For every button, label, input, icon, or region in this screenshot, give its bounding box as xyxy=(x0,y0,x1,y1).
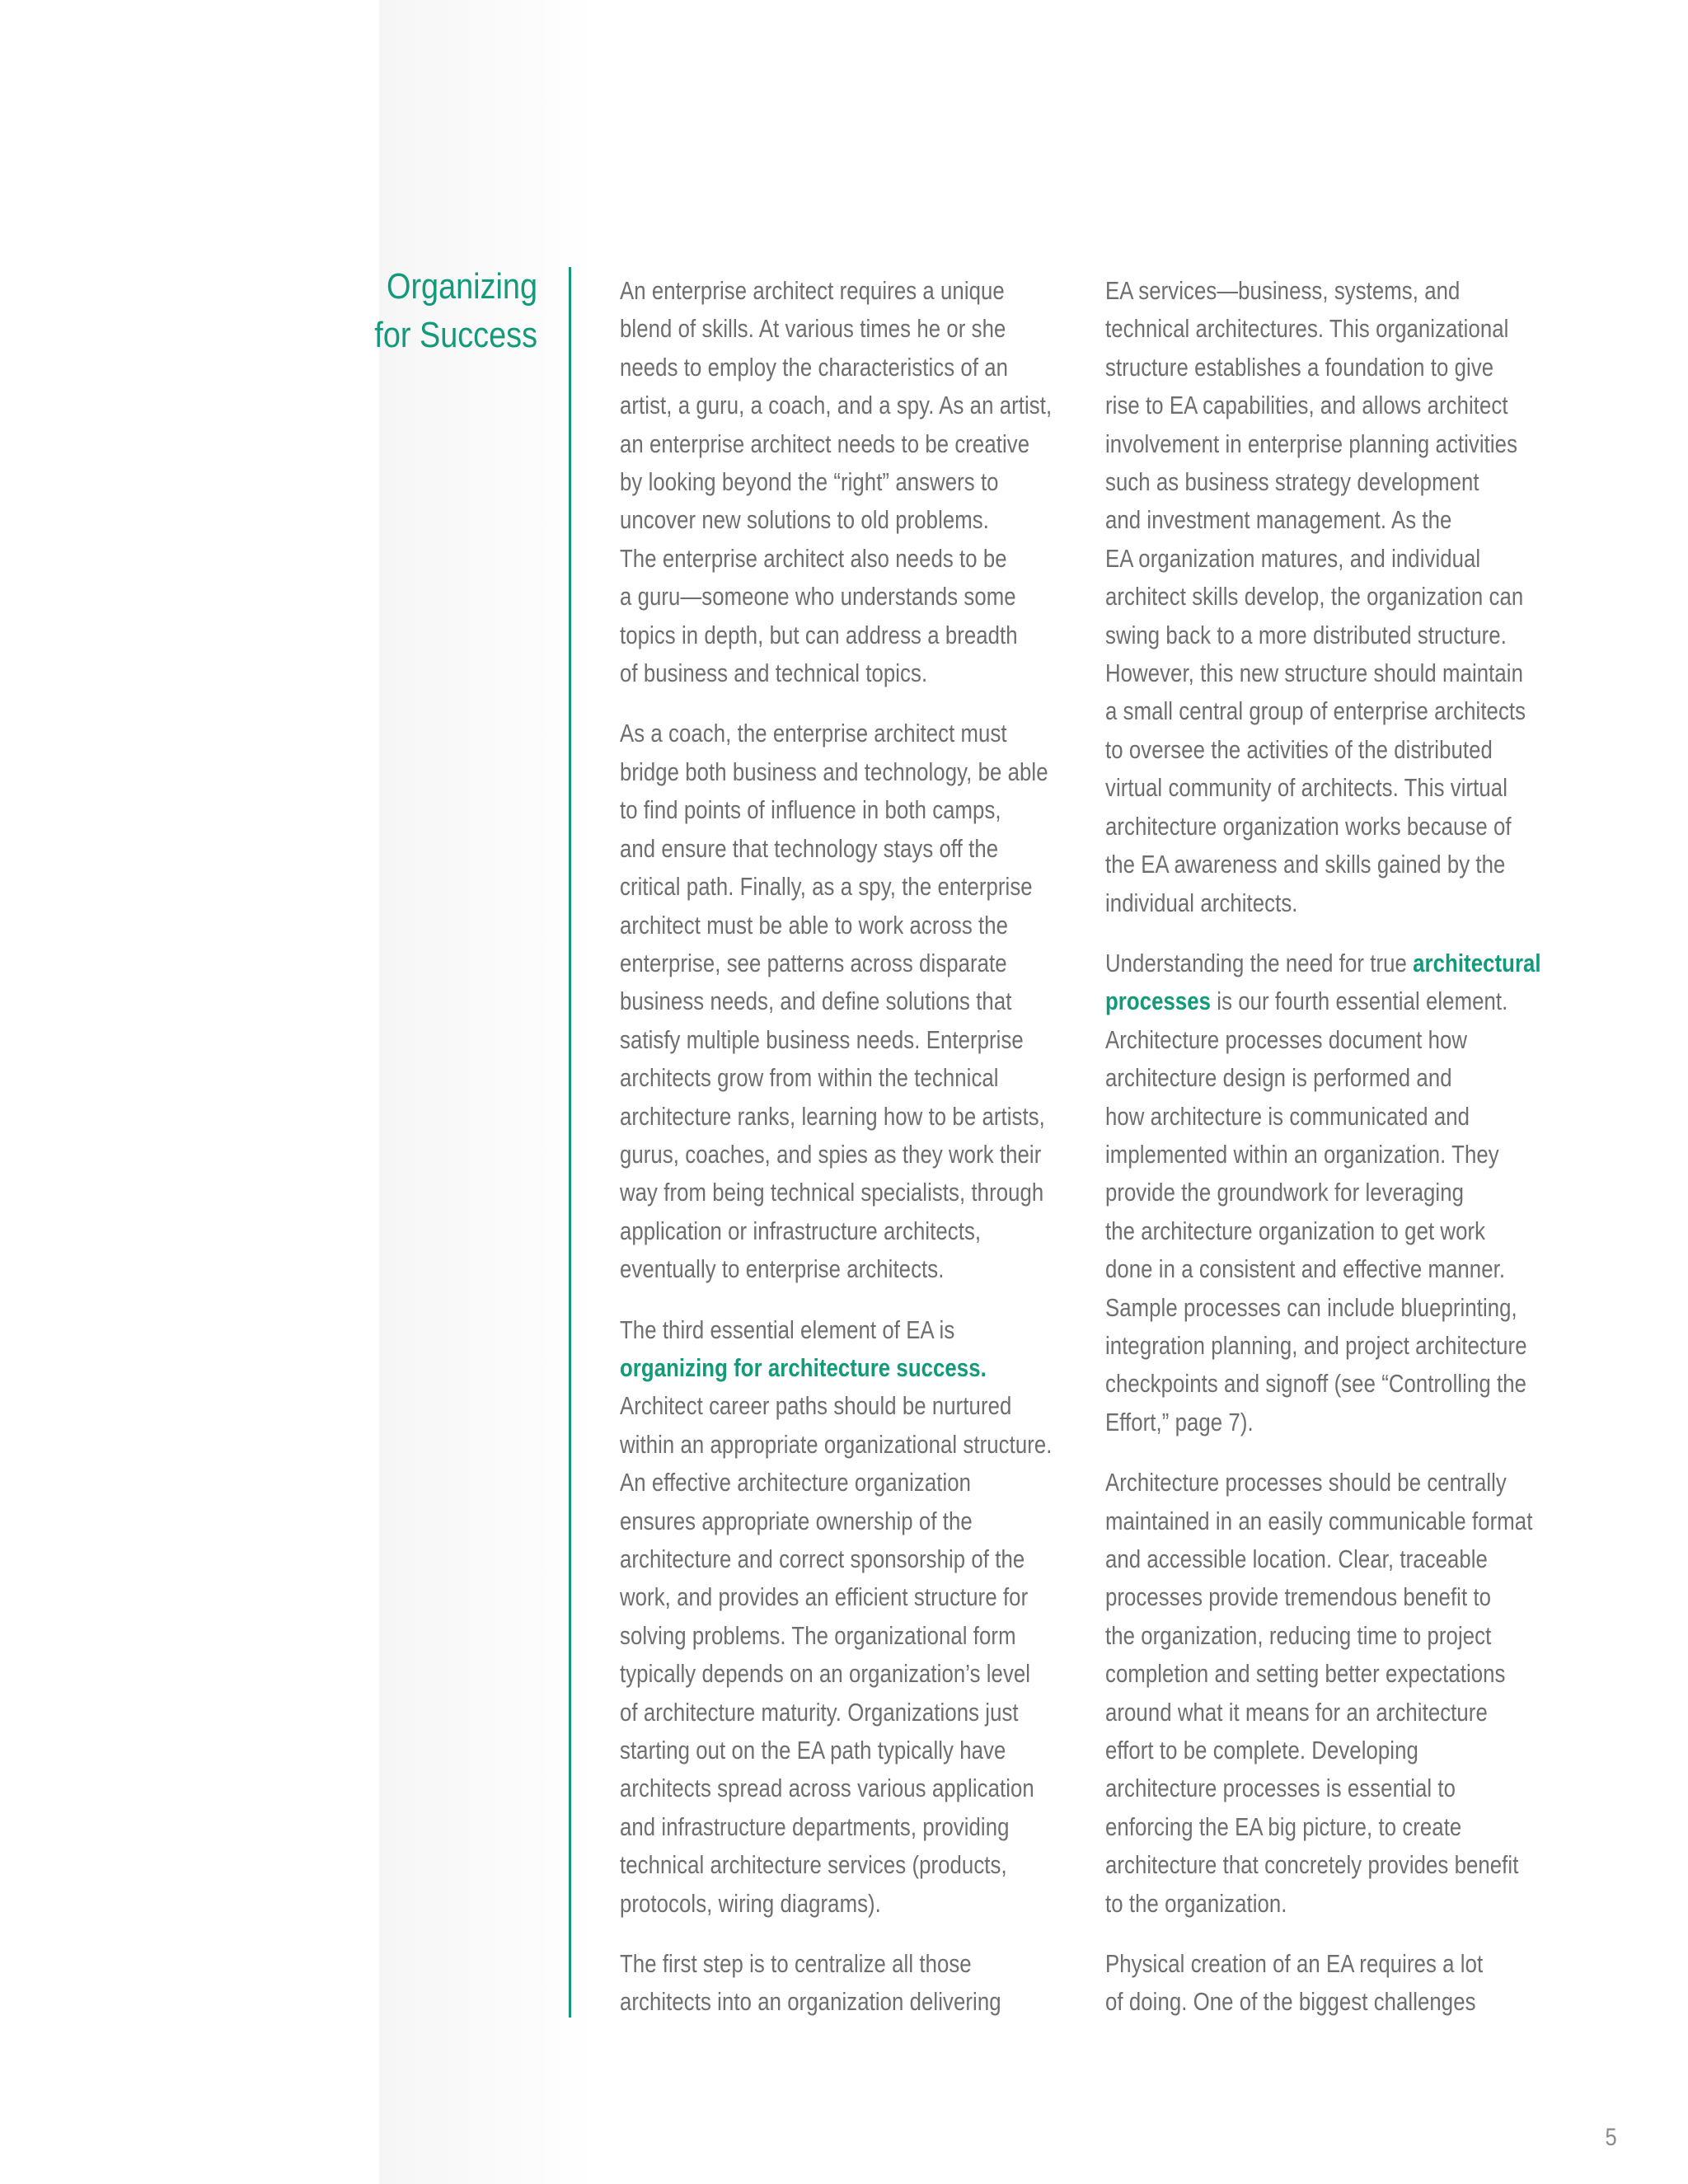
text-line: maintained in an easily communicable format xyxy=(1105,1506,1533,1535)
text-line: and ensure that technology stays off the xyxy=(620,833,999,863)
text-line: integration planning, and project architecture xyxy=(1105,1330,1527,1360)
section-divider-rule xyxy=(569,267,571,2018)
text-line: starting out on the EA path typically have xyxy=(620,1736,1006,1765)
text-line xyxy=(1105,944,1570,982)
text-line: a guru—someone who understands some xyxy=(620,582,1016,612)
text-fragment: is our fourth essential element. xyxy=(1211,987,1508,1016)
emphasis-organizing-for-success: organizing for architecture success. xyxy=(620,1352,987,1382)
text-line: architects into an organization delivering xyxy=(620,1987,1001,2017)
text-line: solving problems. The organizational form xyxy=(620,1620,1016,1650)
page-number: 5 xyxy=(1605,2124,1617,2151)
text-line: uncover new solutions to old problems. xyxy=(620,505,989,535)
paragraph-physical-creation xyxy=(1105,1945,1570,2022)
text-line: architecture design is performed and xyxy=(1105,1063,1452,1093)
paragraph-skills xyxy=(620,272,1085,692)
section-title-line-1: Organizing xyxy=(387,266,537,307)
text-line: provide the groundwork for leveraging xyxy=(1105,1178,1465,1207)
text-line: gurus, coaches, and spies as they work their xyxy=(620,1139,1042,1169)
text-line: swing back to a more distributed structure. xyxy=(1105,620,1507,649)
text-line: architecture processes is essential to xyxy=(1105,1774,1456,1803)
text-line: and investment management. As the xyxy=(1105,505,1452,535)
text-line: effort to be complete. Developing xyxy=(1105,1736,1418,1765)
text-line: architecture organization works because of xyxy=(1105,811,1512,841)
text-line: and infrastructure departments, providing xyxy=(620,1811,1010,1841)
text-line: However, this new structure should maintain xyxy=(1105,658,1523,688)
text-line: business needs, and define solutions that xyxy=(620,987,1012,1016)
emphasis-architectural: architectural xyxy=(1413,948,1541,977)
text-line: of architecture maturity. Organizations just xyxy=(620,1697,1019,1727)
paragraph-first-step xyxy=(620,1945,1085,2022)
text-line: EA services—business, systems, and xyxy=(1105,276,1461,305)
text-column-left xyxy=(620,272,1085,2044)
text-line: such as business strategy development xyxy=(1105,467,1479,497)
text-line: Architecture processes document how xyxy=(1105,1024,1468,1054)
text-line: architecture and correct sponsorship of the xyxy=(620,1544,1025,1573)
text-line: Architecture processes should be centrally xyxy=(1105,1468,1507,1497)
text-line: of business and technical topics. xyxy=(620,658,928,688)
text-line: critical path. Finally, as a spy, the enterprise xyxy=(620,872,1033,902)
text-line: the organization, reducing time to project xyxy=(1105,1620,1492,1650)
text-line: needs to employ the characteristics of an xyxy=(620,352,1009,382)
text-line: architects spread across various application xyxy=(620,1774,1034,1803)
text-line: and accessible location. Clear, traceable xyxy=(1105,1544,1488,1573)
text-line: an enterprise architect needs to be creative xyxy=(620,429,1030,458)
text-line: the EA awareness and skills gained by the xyxy=(1105,850,1506,879)
text-line: the architecture organization to get work xyxy=(1105,1216,1486,1245)
text-line: architect skills develop, the organization can xyxy=(1105,582,1524,612)
text-line: Sample processes can include blueprinting, xyxy=(1105,1292,1517,1322)
text-line: virtual community of architects. This virtual xyxy=(1105,773,1508,803)
text-line: technical architecture services (products, xyxy=(620,1850,1007,1880)
section-title-line-2: for Success xyxy=(374,315,537,355)
paragraph-organizing xyxy=(620,1311,1085,1924)
text-line: topics in depth, but can address a breadth xyxy=(620,620,1018,649)
section-title xyxy=(345,262,537,359)
text-column-right xyxy=(1105,272,1570,2044)
text-line: how architecture is communicated and xyxy=(1105,1101,1470,1131)
paragraph-architectural-processes xyxy=(1105,944,1570,1441)
text-line: bridge both business and technology, be able xyxy=(620,757,1048,786)
text-line: As a coach, the enterprise architect must xyxy=(620,719,1007,748)
paragraph-coach-spy xyxy=(620,715,1085,1288)
text-line: a small central group of enterprise architects xyxy=(1105,696,1526,726)
text-line: individual architects. xyxy=(1105,888,1298,917)
text-line: enforcing the EA big picture, to create xyxy=(1105,1811,1462,1841)
paragraph-ea-services xyxy=(1105,272,1570,922)
text-line: blend of skills. At various times he or she xyxy=(620,314,1006,344)
text-line: checkpoints and signoff (see “Controlling the xyxy=(1105,1369,1527,1399)
text-line: Architect career paths should be nurtured xyxy=(620,1391,1012,1421)
text-line: enterprise, see patterns across disparate xyxy=(620,948,1007,977)
text-line: An enterprise architect requires a unique xyxy=(620,276,1005,305)
paragraph-processes-maintained xyxy=(1105,1464,1570,1923)
text-line: An effective architecture organization xyxy=(620,1468,972,1497)
text-line: done in a consistent and effective manner. xyxy=(1105,1254,1506,1284)
text-line: application or infrastructure architects, xyxy=(620,1216,982,1245)
text-line: involvement in enterprise planning activities xyxy=(1105,429,1518,458)
text-line: to the organization. xyxy=(1105,1888,1287,1918)
text-line: EA organization matures, and individual xyxy=(1105,543,1481,573)
text-line: architecture that concretely provides benefit xyxy=(1105,1850,1519,1880)
text-line: rise to EA capabilities, and allows architect xyxy=(1105,391,1508,420)
text-line: by looking beyond the “right” answers to xyxy=(620,467,999,497)
text-line: processes provide tremendous benefit to xyxy=(1105,1582,1492,1612)
text-line: around what it means for an architecture xyxy=(1105,1697,1488,1727)
text-line: completion and setting better expectations xyxy=(1105,1659,1506,1689)
text-line: Physical creation of an EA requires a lot xyxy=(1105,1949,1484,1979)
text-line: implemented within an organization. They xyxy=(1105,1139,1499,1169)
text-line: protocols, wiring diagrams). xyxy=(620,1888,881,1918)
text-line: structure establishes a foundation to give xyxy=(1105,352,1494,382)
text-fragment: Understanding the need for true xyxy=(1105,948,1414,977)
text-line: way from being technical specialists, through xyxy=(620,1178,1044,1207)
text-line: Effort,” page 7). xyxy=(1105,1407,1254,1436)
emphasis-processes: processes xyxy=(1105,987,1212,1016)
text-line: to oversee the activities of the distributed xyxy=(1105,734,1493,764)
text-line: The third essential element of EA is xyxy=(620,1315,955,1344)
text-line: work, and provides an efficient structure for xyxy=(620,1582,1029,1612)
text-line: typically depends on an organization’s level xyxy=(620,1659,1031,1689)
text-line: satisfy multiple business needs. Enterprise xyxy=(620,1024,1024,1054)
text-line: The first step is to centralize all those xyxy=(620,1949,972,1979)
text-line: ensures appropriate ownership of the xyxy=(620,1506,973,1535)
text-line: architect must be able to work across the xyxy=(620,910,1009,940)
text-line: The enterprise architect also needs to be xyxy=(620,543,1007,573)
text-line: technical architectures. This organizational xyxy=(1105,314,1509,344)
text-line: architects grow from within the technical xyxy=(620,1063,999,1093)
text-line: artist, a guru, a coach, and a spy. As an artist, xyxy=(620,391,1053,420)
text-line: to find points of influence in both camps, xyxy=(620,795,1001,825)
text-line xyxy=(1105,982,1570,1020)
text-line: architecture ranks, learning how to be artists, xyxy=(620,1101,1045,1131)
text-line: of doing. One of the biggest challenges xyxy=(1105,1987,1476,2017)
text-line: eventually to enterprise architects. xyxy=(620,1254,945,1284)
text-line: within an appropriate organizational structure. xyxy=(620,1429,1053,1459)
